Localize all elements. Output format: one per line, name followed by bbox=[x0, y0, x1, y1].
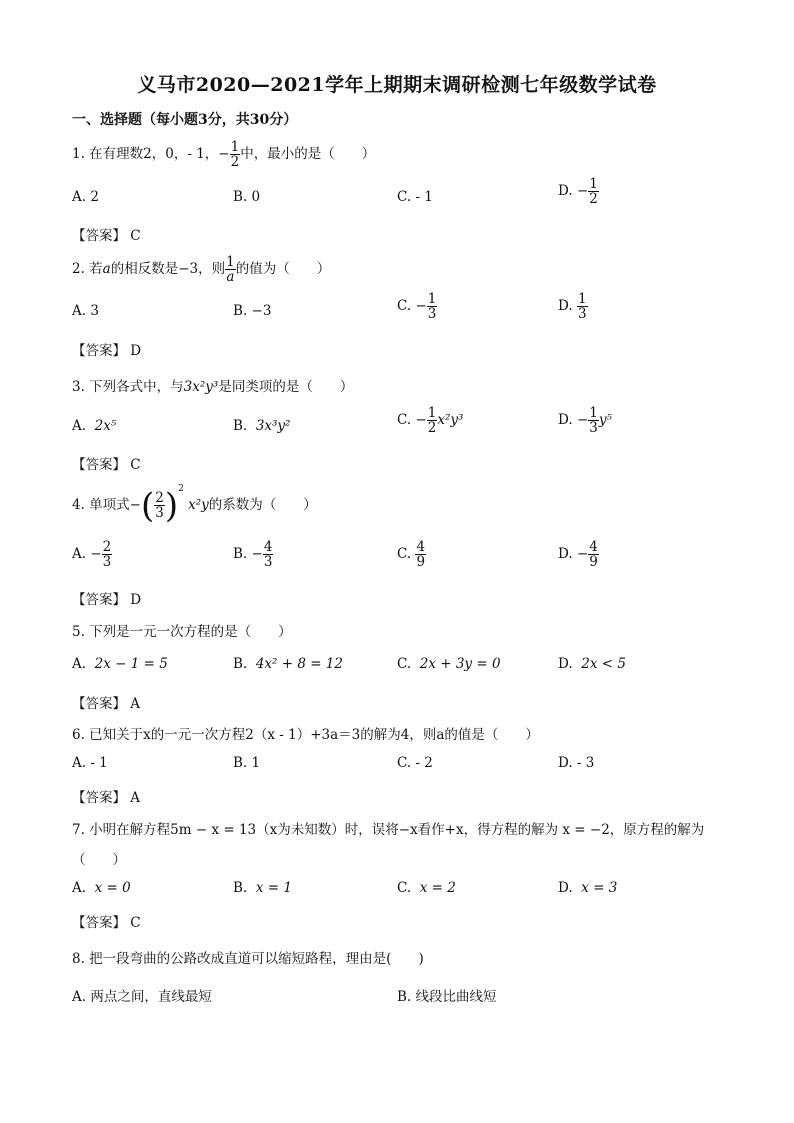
fraction bbox=[263, 540, 274, 569]
q2-option-c bbox=[397, 292, 437, 321]
option-label: B. bbox=[233, 656, 248, 672]
option-label: A. bbox=[72, 546, 87, 563]
option-label: B. bbox=[233, 546, 248, 563]
option-label: D. bbox=[558, 183, 573, 200]
q3-option-c bbox=[397, 406, 463, 435]
q5-option-b bbox=[233, 656, 343, 672]
answer-value: A bbox=[130, 696, 141, 712]
q8-option-a: A. 两点之间，直线最短 bbox=[72, 989, 212, 1005]
stem-text: 1. 在有理数2，0，- 1， bbox=[72, 146, 219, 163]
right-paren: ) bbox=[164, 485, 179, 526]
math-expression: x = 0 bbox=[94, 880, 131, 896]
math-expression: x = 1 bbox=[255, 880, 292, 896]
q1-option-a: A. 2 bbox=[72, 189, 99, 205]
stem-text: 是同类项的是（ ） bbox=[218, 379, 354, 395]
numerator: 2 bbox=[102, 539, 112, 555]
denominator: 2 bbox=[589, 191, 598, 208]
denominator: a bbox=[226, 269, 235, 286]
stem-text: 4. 单项式 bbox=[72, 497, 130, 513]
option-label: D. bbox=[558, 656, 573, 672]
option-label: D. bbox=[558, 880, 573, 896]
question-8-stem: 8. 把一段弯曲的公路改成直道可以缩短路程，理由是( ) bbox=[72, 951, 424, 967]
question-6-stem: 6. 已知关于x的一元一次方程2（x - 1）+3a＝3的解为4，则a的值是（ ） bbox=[72, 727, 539, 743]
q3-answer bbox=[72, 453, 141, 473]
variable: a bbox=[102, 261, 111, 278]
option-label: C. bbox=[397, 298, 412, 315]
numerator: 1 bbox=[577, 291, 587, 307]
q1-option-d bbox=[558, 177, 599, 206]
numerator: 1 bbox=[427, 291, 437, 307]
option-label: A. bbox=[72, 418, 87, 434]
q4-answer bbox=[72, 588, 141, 608]
q7-answer bbox=[72, 911, 141, 931]
fraction bbox=[102, 540, 113, 569]
answer-tag: 【答案】 bbox=[72, 228, 126, 244]
q5-answer bbox=[72, 692, 140, 712]
exponent: 2 bbox=[178, 484, 184, 494]
stem-text: 的系数为（ ） bbox=[208, 497, 317, 513]
denominator: 3 bbox=[155, 505, 164, 521]
fraction bbox=[588, 540, 599, 569]
q2-answer bbox=[72, 339, 141, 359]
option-label: D. bbox=[558, 546, 573, 563]
math-expression: 2x⁵ bbox=[94, 418, 117, 434]
question-5-stem: 5. 下列是一元一次方程的是（ ） bbox=[72, 624, 292, 640]
q6-option-b: B. 1 bbox=[233, 755, 261, 771]
fraction bbox=[588, 177, 599, 206]
answer-tag: 【答案】 bbox=[72, 592, 126, 608]
q5-option-d bbox=[558, 656, 626, 672]
stem-text: 中，最小的是（ ） bbox=[240, 146, 376, 163]
question-1-stem bbox=[72, 140, 375, 169]
answer-value: D bbox=[130, 343, 142, 359]
answer-tag: 【答案】 bbox=[72, 790, 126, 806]
q2-option-b: B. −3 bbox=[233, 303, 272, 319]
math-expression: 2x + 3y = 0 bbox=[419, 656, 501, 672]
minus-sign: − bbox=[576, 183, 589, 200]
fraction bbox=[588, 406, 599, 435]
q7-option-c bbox=[397, 880, 456, 896]
question-2-stem bbox=[72, 255, 330, 284]
numerator: 4 bbox=[589, 539, 598, 555]
math-expression: 3x³y² bbox=[255, 418, 291, 434]
answer-tag: 【答案】 bbox=[72, 696, 126, 712]
minus-sign: − bbox=[576, 546, 589, 563]
option-label: D. bbox=[558, 412, 573, 429]
math-expression: x²y bbox=[188, 497, 209, 513]
math-expression: y⁵ bbox=[598, 412, 612, 429]
option-label: C. bbox=[397, 880, 412, 896]
stem-text: 2. 若 bbox=[72, 261, 103, 278]
q6-answer bbox=[72, 786, 140, 806]
math-expression: 2x − 1 = 5 bbox=[94, 656, 168, 672]
answer-tag: 【答案】 bbox=[72, 343, 126, 359]
denominator: 2 bbox=[427, 420, 437, 437]
answer-value: C bbox=[130, 915, 141, 931]
denominator: 3 bbox=[589, 420, 598, 437]
q4-option-a bbox=[72, 540, 112, 569]
q2-option-d bbox=[558, 292, 588, 321]
math-expression: x²y³ bbox=[437, 412, 464, 429]
left-paren: ( bbox=[140, 485, 155, 526]
option-label: C. bbox=[397, 656, 412, 672]
q2-option-a: A. 3 bbox=[72, 303, 99, 319]
minus-sign: − bbox=[576, 412, 589, 429]
stem-text: 3. 下列各式中，与 bbox=[72, 379, 184, 395]
denominator: 3 bbox=[102, 554, 112, 571]
option-label: C. bbox=[397, 546, 412, 563]
q1-answer bbox=[72, 224, 141, 244]
q8-option-b: B. 线段比曲线短 bbox=[397, 989, 497, 1005]
question-7-stem-line-1: 7. 小明在解方程5m − x = 13（x为未知数）时，误将−x看作+x，得方程的解为 x = −2，原方程的解为 bbox=[72, 822, 705, 838]
denominator: 2 bbox=[230, 154, 240, 171]
answer-value: D bbox=[130, 592, 142, 608]
numerator: 2 bbox=[155, 489, 164, 506]
q7-option-d bbox=[558, 880, 617, 896]
numerator: 1 bbox=[589, 405, 598, 421]
fraction bbox=[427, 292, 438, 321]
math-expression: x = 3 bbox=[581, 880, 618, 896]
q3-option-a bbox=[72, 418, 116, 434]
minus-sign: − bbox=[415, 412, 427, 429]
minus-sign: − bbox=[218, 146, 230, 163]
answer-value: C bbox=[130, 457, 141, 473]
option-label: D. bbox=[558, 298, 573, 315]
q6-option-c: C. - 2 bbox=[397, 755, 433, 771]
q6-option-d: D. - 3 bbox=[558, 755, 595, 771]
fraction bbox=[415, 540, 426, 569]
math-expression: 4x² + 8 = 12 bbox=[255, 656, 343, 672]
option-label: A. bbox=[72, 880, 87, 896]
denominator: 9 bbox=[589, 554, 598, 571]
section-heading: 一、选择题（每小题3分，共30分） bbox=[72, 112, 298, 128]
fraction bbox=[154, 491, 165, 520]
option-label: B. bbox=[233, 418, 248, 434]
numerator: 1 bbox=[427, 405, 437, 421]
fraction bbox=[577, 292, 588, 321]
q1-option-c: C. - 1 bbox=[397, 189, 433, 205]
q5-option-a bbox=[72, 656, 168, 672]
numerator: 4 bbox=[263, 539, 273, 555]
numerator: 1 bbox=[230, 139, 240, 155]
q3-option-d bbox=[558, 406, 612, 435]
numerator: 1 bbox=[589, 176, 598, 192]
q6-option-a: A. - 1 bbox=[72, 755, 108, 771]
math-expression: 3x²y³ bbox=[183, 379, 219, 395]
option-label: C. bbox=[397, 412, 412, 429]
stem-text: 的相反数是−3，则 bbox=[110, 261, 226, 278]
question-3-stem bbox=[72, 375, 353, 395]
q7-option-b bbox=[233, 880, 292, 896]
question-7-stem-line-2: （ ） bbox=[72, 852, 126, 868]
denominator: 9 bbox=[416, 554, 426, 571]
answer-tag: 【答案】 bbox=[72, 915, 126, 931]
math-expression: 2x < 5 bbox=[581, 656, 626, 672]
question-4-stem bbox=[72, 484, 317, 526]
denominator: 3 bbox=[427, 306, 437, 323]
minus-sign: − bbox=[90, 546, 102, 563]
answer-value: C bbox=[130, 228, 141, 244]
answer-tag: 【答案】 bbox=[72, 457, 126, 473]
fraction bbox=[230, 140, 241, 169]
q5-option-c bbox=[397, 656, 501, 672]
fraction bbox=[427, 406, 438, 435]
option-label: B. bbox=[233, 880, 248, 896]
q4-option-d bbox=[558, 540, 599, 569]
answer-value: A bbox=[130, 790, 141, 806]
page-title: 义马市2020—2021学年上期期末调研检测七年级数学试卷 bbox=[137, 74, 657, 96]
denominator: 3 bbox=[577, 306, 587, 323]
q3-option-b bbox=[233, 418, 290, 434]
numerator: 4 bbox=[416, 539, 426, 555]
stem-text: 的值为（ ） bbox=[235, 261, 331, 278]
q7-option-a bbox=[72, 880, 131, 896]
fraction bbox=[225, 255, 236, 284]
minus-sign: − bbox=[251, 546, 263, 563]
denominator: 3 bbox=[263, 554, 273, 571]
math-expression: x = 2 bbox=[419, 880, 456, 896]
option-label: A. bbox=[72, 656, 87, 672]
q4-option-c bbox=[397, 540, 426, 569]
minus-sign: − bbox=[129, 497, 141, 513]
minus-sign: − bbox=[415, 298, 427, 315]
numerator: 1 bbox=[226, 254, 235, 270]
q4-option-b bbox=[233, 540, 273, 569]
q1-option-b: B. 0 bbox=[233, 189, 261, 205]
